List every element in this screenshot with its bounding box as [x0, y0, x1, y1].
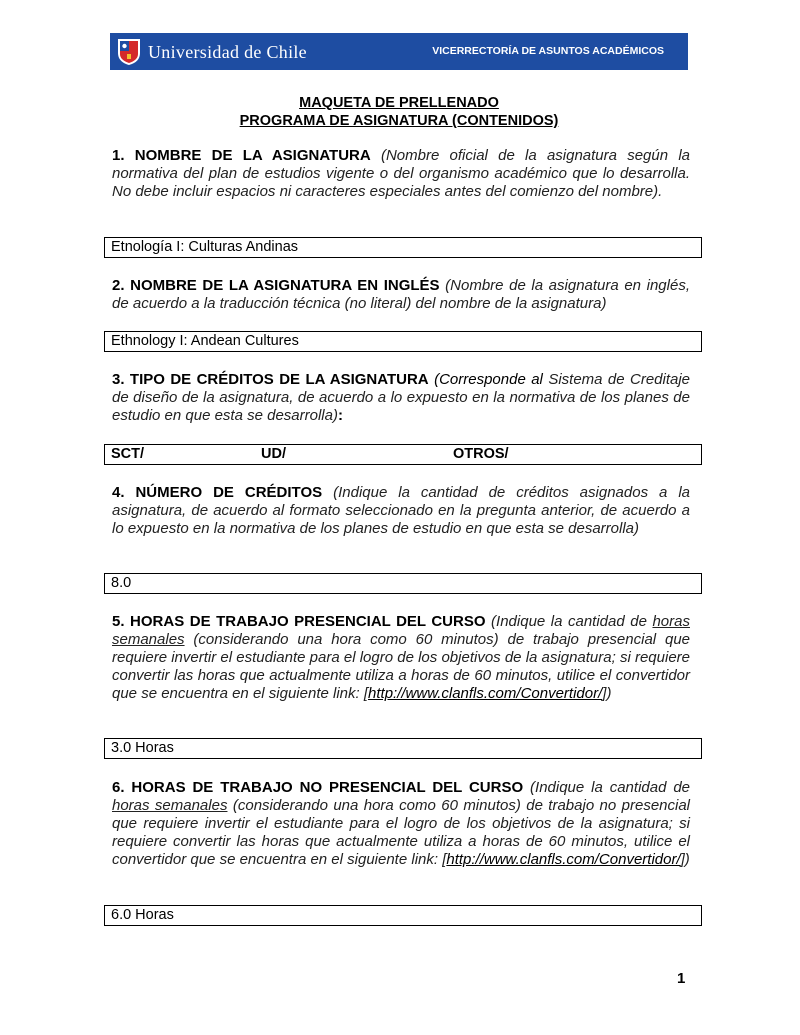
section-5-title: 5. HORAS DE TRABAJO PRESENCIAL DEL CURSO: [112, 613, 486, 630]
presential-hours-field: 3.0 Horas: [104, 738, 702, 759]
section-6-title: 6. HORAS DE TRABAJO NO PRESENCIAL DEL CURSO: [112, 779, 524, 796]
section-2-description: (Nombre de la asignatura en inglés, de acuerdo a la traducción técnica (no literal) del nombre de la asignatura): [112, 277, 690, 312]
section-3-colon: :: [337, 407, 343, 424]
section-5-description-b: (considerando una hora como 60 minutos) de trabajo presencial que requiere invertir el estudiante para el logro de los objetivos de la asignatura; si requiere convertir las horas que actualmente utiliza a horas de 60 minutos, utilice el convertidor que se encuentra en el siguiente link: [: [112, 631, 690, 702]
section-2: [112, 277, 690, 313]
header-banner: [110, 33, 688, 70]
course-name-english-field: Ethnology I: Andean Cultures: [104, 331, 702, 352]
section-3-title: 3. TIPO DE CRÉDITOS DE LA ASIGNATURA: [112, 371, 429, 388]
section-4-title: 4. NÚMERO DE CRÉDITOS: [112, 484, 323, 501]
section-3-description-a: (Corresponde al: [434, 371, 543, 388]
course-name-field: Etnología I: Culturas Andinas: [104, 237, 702, 258]
document-title: [110, 94, 688, 130]
section-4-description: (Indique la cantidad de créditos asignados a la asignatura, de acuerdo al formato seleccionado en la pregunta anterior, de acuerdo a lo expuesto en la normativa de los planes de estudio en que esta se desarrolla): [112, 484, 691, 537]
university-crest-icon: [116, 37, 142, 66]
section-1: [112, 147, 690, 201]
university-name: Universidad de Chile: [148, 42, 307, 62]
section-1-title: 1. NOMBRE DE LA ASIGNATURA: [112, 147, 371, 164]
credits-number-field: 8.0: [104, 573, 702, 594]
section-4: [112, 484, 690, 538]
title-line-1: MAQUETA DE PRELLENADO: [299, 95, 499, 111]
non-presential-hours-field: 6.0 Horas: [104, 905, 702, 926]
section-6-description-a: (Indique la cantidad de: [530, 779, 691, 796]
converter-link[interactable]: http://www.clanfls.com/Convertidor/: [368, 685, 603, 702]
section-6: [112, 779, 690, 869]
section-6-description-c: ]): [680, 851, 690, 868]
credit-type-otros: OTROS/: [453, 446, 509, 462]
section-3: [112, 371, 690, 425]
section-5-description-c: ]): [602, 685, 612, 702]
title-line-2: PROGRAMA DE ASIGNATURA (CONTENIDOS): [239, 113, 559, 129]
section-1-description: (Nombre oficial de la asignatura según la normativa del plan de estudios vigente o del organismo académico que lo desarrolla. No debe incluir espacios ni caracteres especiales antes del comienzo del nombre).: [112, 147, 690, 200]
converter-link[interactable]: http://www.clanfls.com/Convertidor/: [446, 851, 681, 868]
section-2-title: 2. NOMBRE DE LA ASIGNATURA EN INGLÉS: [112, 277, 440, 294]
section-5-description-a: (Indique la cantidad de: [491, 613, 647, 630]
vicerrectoria-name: VICERRECTORÍA DE ASUNTOS ACADÉMICOS: [432, 45, 664, 57]
credit-type-sct: SCT/: [111, 446, 145, 462]
credit-type-field: [104, 444, 702, 465]
section-5: [112, 613, 690, 703]
section-5-weekly-hours: horas semanales: [112, 613, 690, 648]
section-6-weekly-hours: horas semanales: [112, 797, 228, 814]
section-3-description-b: Sistema de Creditaje de diseño de la asignatura, de acuerdo a lo expuesto en la normativa de los planes de estudio en que esta se desarrolla): [112, 371, 691, 424]
section-6-description-b: (considerando una hora como 60 minutos) de trabajo no presencial que requiere invertir el estudiante para el logro de los objetivos de la asignatura; si requiere convertir las horas que actualmente utiliza a horas de 60 minutos, utilice el convertidor que se encuentra en el siguiente link: [: [112, 797, 691, 868]
credit-type-ud: UD/: [261, 446, 286, 462]
page-number: 1: [677, 970, 686, 987]
